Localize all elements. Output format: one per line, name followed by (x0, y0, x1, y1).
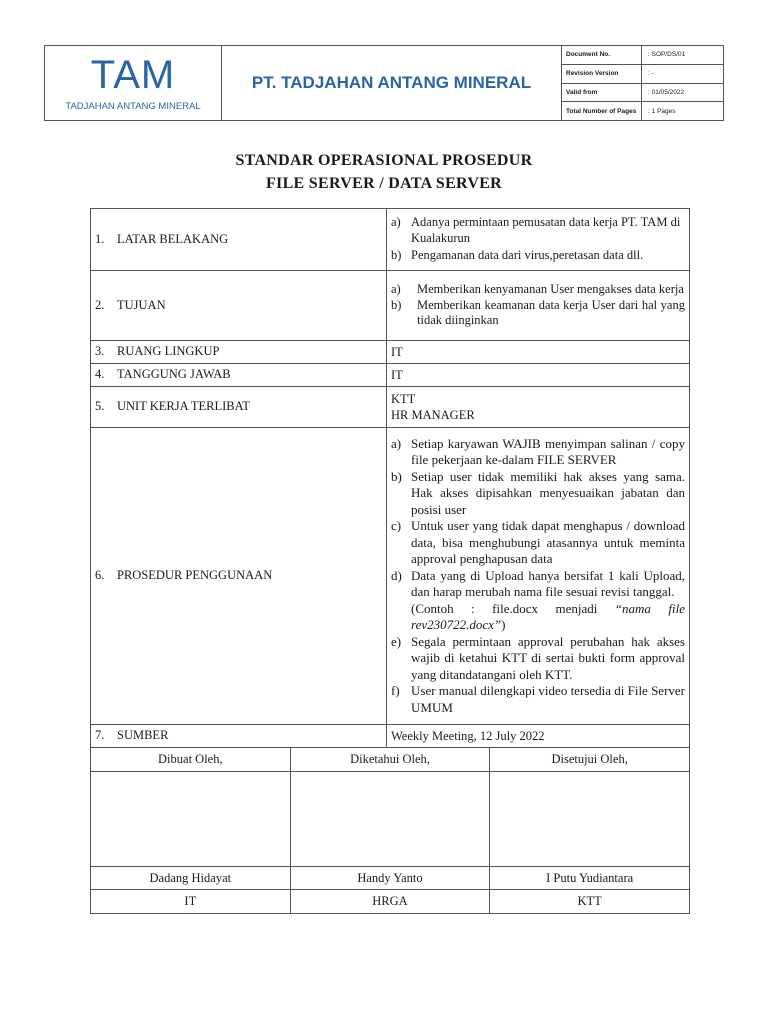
signer-name: I Putu Yudiantara (490, 867, 690, 890)
list-item: a) Adanya permintaan pemusatan data kerja PT. TAM di Kualakurun (391, 215, 681, 245)
section-tujuan: 2. TUJUAN a) Memberikan kenyamanan User mengakses data kerja b) Memberikan keamanan data kerja User dari hal yang tidak diinginkan (91, 271, 690, 341)
section-value: HR MANAGER (391, 408, 475, 422)
signature-header: Diketahui Oleh, (290, 748, 490, 772)
signer-unit: KTT (490, 890, 690, 914)
list-item: b) Setiap user tidak memiliki hak akses yang sama. Hak akses dipisahkan menyesuaikan jabatan dan posisi user (391, 468, 685, 517)
logo-text: TAM (90, 53, 176, 97)
meta-row-total-pages: Total Number of Pages : 1 Pages (562, 102, 723, 120)
section-title: TUJUAN (117, 297, 166, 312)
section-value: Weekly Meeting, 12 July 2022 (387, 725, 690, 748)
list-item: a) Memberikan kenyamanan User mengakses data kerja (391, 282, 684, 297)
section-sumber: 7. SUMBER Weekly Meeting, 12 July 2022 (91, 725, 690, 748)
signature-units (91, 890, 690, 914)
document-header (44, 45, 724, 121)
signer-name: Dadang Hidayat (91, 867, 291, 890)
list-item: f) User manual dilengkapi video tersedia di File Server UMUM (391, 683, 686, 715)
section-title: SUMBER (117, 728, 169, 743)
signature-space (91, 772, 690, 867)
section-title: TANGGUNG JAWAB (117, 367, 231, 382)
list-item: e) Segala permintaan approval perubahan hak akses wajib di ketahui KTT di sertai bukti form approval yang ditandatangani oleh KTT. (391, 633, 685, 682)
sop-table (90, 208, 690, 748)
document-title: STANDAR OPERASIONAL PROSEDUR (235, 152, 533, 169)
section-tanggung-jawab: 4. TANGGUNG JAWAB IT (91, 364, 690, 387)
signer-unit: HRGA (290, 890, 490, 914)
example-prefix: (Contoh : file.docx menjadi (411, 600, 615, 616)
section-unit-kerja: 5. UNIT KERJA TERLIBAT KTT HR MANAGER (91, 387, 690, 428)
company-cell (222, 46, 562, 120)
signer-unit: IT (91, 890, 291, 914)
document-meta (562, 46, 723, 120)
list-item: b) Memberikan keamanan data kerja User dari hal yang tidak diinginkan (391, 297, 685, 328)
list-item: c) Untuk user yang tidak dapat menghapus / download data, bisa menghubungi atasannya untuk meminta approval penghapusan data (391, 518, 685, 567)
signature-header: Dibuat Oleh, (91, 748, 291, 772)
signature-box (91, 772, 291, 867)
section-title: LATAR BELAKANG (117, 231, 229, 246)
document-subtitle: FILE SERVER / DATA SERVER (265, 175, 503, 192)
section-prosedur: 6. PROSEDUR PENGGUNAAN a) Setiap karyawan WAJIB menyimpan salinan / copy file pekerjaan ke-dalam FILE SERVER b) Setiap user tidak memiliki hak akses yang sama. Hak akses dipisahkan menyesuaikan jabatan dan posisi user c) Untuk user yang tidak dapat menghapus / download data, bisa menghubungi atasannya untuk meminta approval penghapusan data d) Data yang di Upload hanya bersifat 1 kali Upload, dan harap merubah nama file sesuai revisi tanggal. (Contoh : file.docx menjadi “nama file rev230722.docx”) e) Segala permintaan approval perubahan hak akses wajib di ketahui KTT di sertai bukti form approval yang ditandatangani oleh KTT. f) User manual dilengkapi video tersedia di File Server UMUM (91, 428, 690, 725)
list-item: d) Data yang di Upload hanya bersifat 1 kali Upload, dan harap merubah nama file sesuai revisi tanggal. (Contoh : file.docx menjadi “nama file rev230722.docx”) (391, 567, 685, 633)
signer-name: Handy Yanto (290, 867, 490, 890)
company-logo (45, 46, 222, 120)
logo-subtext: TADJAHAN ANTANG MINERAL (65, 101, 201, 112)
section-title: PROSEDUR PENGGUNAAN (117, 568, 273, 583)
section-title: RUANG LINGKUP (117, 344, 220, 359)
signature-table (90, 747, 690, 914)
signature-names (91, 867, 690, 890)
list-item: b) Pengamanan data dari virus,peretasan data dll. (391, 248, 644, 263)
section-value: IT (387, 341, 690, 364)
section-value: IT (387, 364, 690, 387)
example-filename: “nama file rev230722.docx” (411, 600, 685, 633)
meta-row-doc-no: Document No. : SOP/DS/01 (562, 46, 723, 65)
section-latar-belakang: 1. LATAR BELAKANG a) Adanya permintaan pemusatan data kerja PT. TAM di Kualakurun b) Pengamanan data dari virus,peretasan data dll. (91, 209, 690, 271)
list-item: a) Setiap karyawan WAJIB menyimpan salinan / copy file pekerjaan ke-dalam FILE SERVER (391, 435, 685, 468)
company-name: PT. TADJAHAN ANTANG MINERAL (251, 73, 532, 92)
signature-box (290, 772, 490, 867)
meta-row-valid-from: Valid from : 01/05/2022 (562, 84, 723, 103)
example-suffix: ) (501, 617, 506, 633)
signature-box (490, 772, 690, 867)
meta-row-revision: Revision Version : - (562, 65, 723, 84)
signature-headers (91, 748, 690, 772)
section-ruang-lingkup: 3. RUANG LINGKUP IT (91, 341, 690, 364)
section-value: KTT (391, 392, 416, 406)
signature-header: Disetujui Oleh, (490, 748, 690, 772)
section-title: UNIT KERJA TERLIBAT (117, 399, 250, 414)
